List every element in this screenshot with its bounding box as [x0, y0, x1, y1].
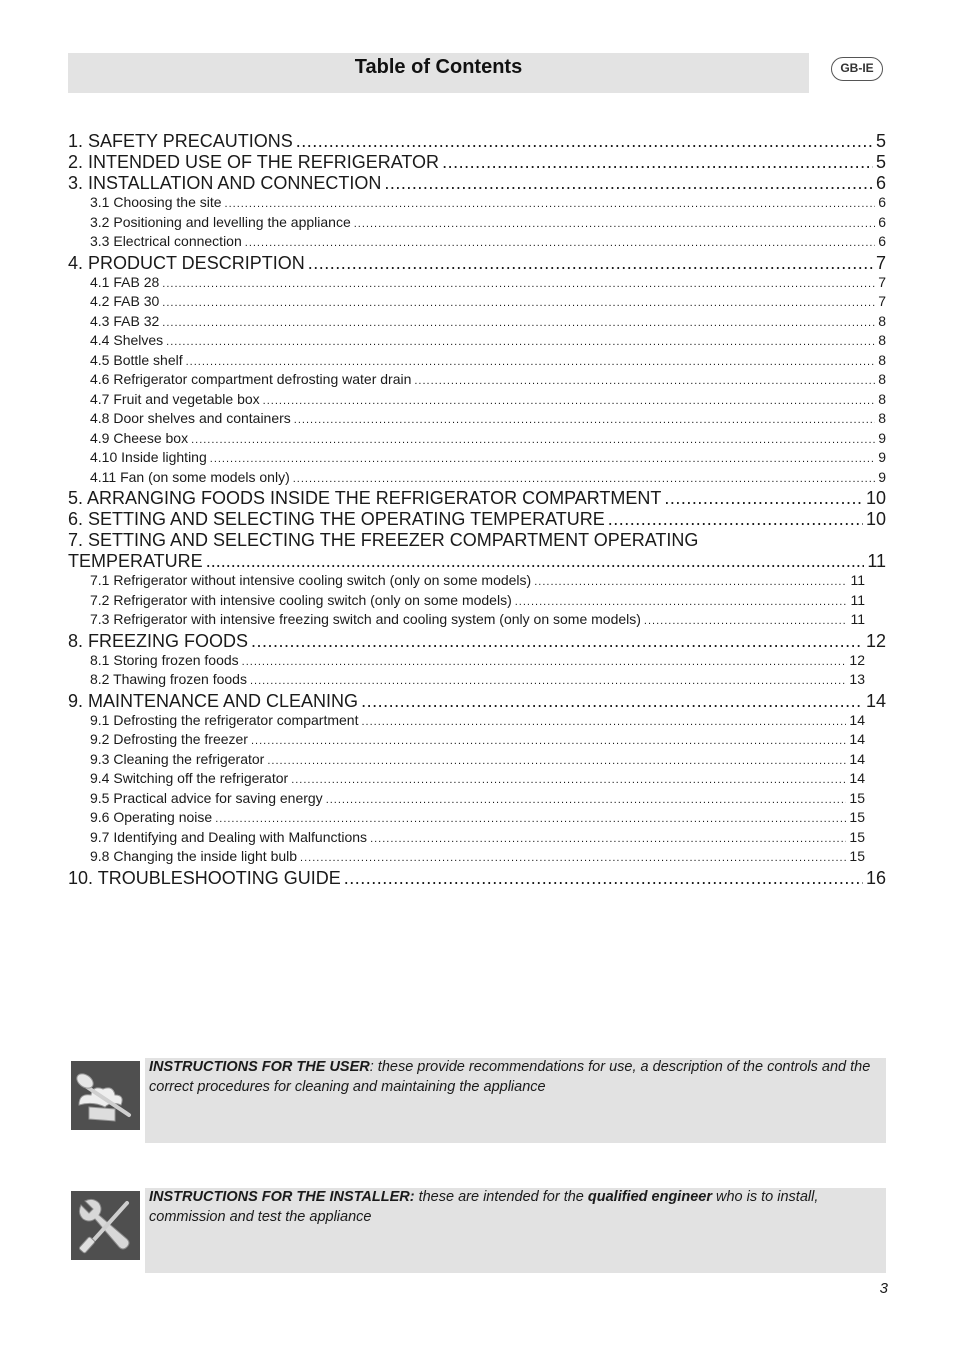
dot-leader — [296, 131, 873, 152]
toc-page: 12 — [849, 651, 865, 668]
toc-subentry[interactable] — [68, 371, 886, 391]
toc-label: 3.2 Positioning and levelling the appliance — [90, 213, 351, 230]
dot-leader — [242, 654, 847, 672]
toc-page: 6 — [875, 173, 886, 193]
toc-label: 10. TROUBLESHOOTING GUIDE — [68, 867, 341, 888]
toc-subentry[interactable] — [68, 469, 886, 489]
installer-note-emphasis: qualified engineer — [587, 1189, 712, 1205]
dot-leader — [245, 235, 875, 253]
toc-label: 7.1 Refrigerator without intensive cooling switch (only on some models) — [90, 572, 532, 588]
toc-label: 8. FREEZING FOODS — [68, 630, 249, 651]
toc-subentry[interactable] — [68, 449, 886, 469]
dot-leader — [361, 714, 846, 732]
toc-subentry[interactable] — [68, 790, 886, 810]
toc-page: 15 — [849, 848, 865, 864]
dot-leader — [294, 412, 875, 430]
toc-subentry[interactable] — [68, 848, 886, 868]
toc-subentry[interactable] — [68, 293, 886, 313]
toc-label: 4.1 FAB 28 — [90, 273, 160, 290]
dot-leader — [608, 509, 863, 530]
toc-page: 14 — [865, 690, 886, 711]
toc-entry[interactable] — [68, 488, 886, 509]
toc-page: 8 — [878, 351, 886, 368]
toc-label: 7.3 Refrigerator with intensive freezing switch and cooling system (only on some models) — [90, 611, 641, 627]
toc-label: 1. SAFETY PRECAUTIONS — [68, 131, 293, 151]
toc-subentry[interactable] — [68, 391, 886, 411]
toc-page: 11 — [850, 611, 865, 627]
page-title: Table of Contents — [354, 56, 523, 78]
toc-subentry[interactable] — [68, 332, 886, 352]
dot-leader — [300, 850, 846, 868]
dot-leader — [251, 733, 846, 751]
toc-page: 14 — [849, 731, 865, 747]
toc-page: 5 — [875, 152, 886, 172]
toc-subentry[interactable] — [68, 352, 886, 372]
dot-leader — [414, 373, 875, 391]
toc-label: 9.4 Switching off the refrigerator — [90, 770, 289, 786]
toc-page: 8 — [878, 332, 886, 348]
toc-entry[interactable] — [68, 131, 886, 152]
toc-page: 6 — [878, 194, 886, 210]
toc-page: 10 — [865, 488, 886, 508]
toc-label: 3.3 Electrical connection — [90, 233, 242, 249]
toc-label-line2: TEMPERATURE — [68, 551, 203, 571]
toc-page: 9 — [878, 449, 886, 465]
toc-entry[interactable] — [68, 868, 886, 889]
toc-page: 8 — [878, 371, 886, 387]
dot-leader — [162, 276, 875, 294]
toc-page: 15 — [849, 789, 865, 806]
dot-leader — [644, 613, 848, 631]
toc-page: 15 — [849, 809, 865, 825]
toc-label: 9.3 Cleaning the refrigerator — [90, 750, 265, 767]
toc-entry[interactable] — [68, 631, 886, 652]
toc-subentry[interactable] — [68, 410, 886, 430]
toc-page: 11 — [867, 551, 886, 571]
toc-label: 2. INTENDED USE OF THE REFRIGERATOR — [68, 152, 440, 172]
toc-page: 7 — [875, 252, 886, 273]
toc-subentry[interactable] — [68, 809, 886, 829]
installer-note-text-a: these are intended for the — [414, 1189, 588, 1205]
toc-page: 12 — [865, 630, 886, 651]
toc-label: 4.9 Cheese box — [90, 429, 189, 446]
toc-subentry[interactable] — [68, 731, 886, 751]
dot-leader — [515, 594, 848, 612]
dot-leader — [291, 772, 846, 790]
toc-label: 7.2 Refrigerator with intensive cooling switch (only on some models) — [90, 591, 512, 608]
dot-leader — [384, 173, 873, 194]
language-badge: GB-IE — [831, 57, 883, 81]
toc-entry[interactable] — [68, 253, 886, 274]
dot-leader — [326, 792, 847, 810]
header-bar — [68, 53, 809, 93]
toc-subentry[interactable] — [68, 313, 886, 333]
toc-subentry[interactable] — [68, 233, 886, 253]
toc-subentry[interactable] — [68, 829, 886, 849]
toc-subentry[interactable] — [68, 194, 886, 214]
user-note-heading: INSTRUCTIONS FOR THE USER — [149, 1059, 370, 1075]
toc-entry[interactable] — [68, 691, 886, 712]
toc-label: 9.2 Defrosting the freezer — [90, 731, 248, 747]
toc-entry[interactable] — [68, 509, 886, 530]
toc-label: 3.1 Choosing the site — [90, 194, 222, 210]
toc-label: 3. INSTALLATION AND CONNECTION — [68, 173, 382, 193]
dot-leader — [225, 196, 876, 214]
spoon-chef-hat-icon — [71, 1061, 140, 1130]
toc-page: 11 — [850, 572, 865, 588]
toc-label: 4.11 Fan (on some models only) — [90, 468, 290, 485]
toc-label: 4.4 Shelves — [90, 332, 164, 348]
dot-leader — [186, 354, 876, 372]
toc-page: 6 — [878, 233, 886, 249]
dot-leader — [534, 574, 847, 592]
dot-leader — [267, 753, 846, 771]
dot-leader — [344, 868, 863, 889]
toc-page: 16 — [865, 867, 886, 888]
toc-label: 6. SETTING AND SELECTING THE OPERATING TEMPERATURE — [68, 509, 605, 529]
toc-label: 9. MAINTENANCE AND CLEANING — [68, 690, 359, 711]
toc-entry[interactable] — [68, 173, 886, 194]
dot-leader — [354, 216, 875, 234]
toc-label: 9.5 Practical advice for saving energy — [90, 789, 323, 806]
toc-label: 4.2 FAB 30 — [90, 293, 160, 309]
dot-leader — [166, 334, 875, 352]
dot-leader — [370, 831, 846, 849]
dot-leader — [162, 295, 875, 313]
toc-page: 6 — [878, 213, 886, 230]
toc-label-line1: 7. SETTING AND SELECTING THE FREEZER COMPARTMENT OPERATING — [68, 530, 699, 550]
toc-page: 14 — [849, 770, 865, 786]
toc-subentry[interactable] — [68, 770, 886, 790]
toc-label: 9.1 Defrosting the refrigerator compartment — [90, 711, 359, 728]
toc-subentry[interactable] — [68, 592, 886, 612]
toc-page: 7 — [878, 273, 886, 290]
dot-leader — [664, 488, 863, 509]
toc-page: 7 — [878, 293, 886, 309]
toc-subentry[interactable] — [68, 712, 886, 732]
toc-entry-wrapped[interactable] — [68, 530, 886, 572]
toc-page: 10 — [865, 509, 886, 529]
dot-leader — [361, 691, 863, 712]
dot-leader — [191, 432, 875, 450]
toc-label: 4.5 Bottle shelf — [90, 351, 183, 368]
dot-leader — [442, 152, 873, 173]
wrench-screwdriver-icon — [71, 1191, 140, 1260]
dot-leader — [210, 451, 875, 469]
toc-label: 4.6 Refrigerator compartment defrosting water drain — [90, 371, 412, 387]
toc-label: 5. ARRANGING FOODS INSIDE THE REFRIGERATOR COMPARTMENT — [68, 488, 662, 508]
user-note-text: : these provide recommendations for use, a description of the controls and the correct procedures for cleaning and maintaining the appliance — [149, 1059, 871, 1095]
installer-instructions-note — [145, 1188, 886, 1273]
toc-page: 9 — [878, 468, 886, 485]
dot-leader — [293, 471, 875, 489]
toc-label: 4.10 Inside lighting — [90, 449, 207, 465]
installer-note-text-b: who is to install, commission and test the appliance — [149, 1189, 819, 1225]
toc-subentry[interactable] — [68, 430, 886, 450]
dot-leader — [250, 673, 846, 691]
toc-page: 8 — [878, 410, 886, 426]
toc-page: 5 — [875, 131, 886, 151]
toc-subentry[interactable] — [68, 671, 886, 691]
toc-page: 14 — [849, 711, 865, 728]
table-of-contents — [68, 131, 886, 889]
installer-note-heading: INSTRUCTIONS FOR THE INSTALLER: — [149, 1189, 415, 1205]
toc-subentry[interactable] — [68, 611, 886, 631]
toc-label: 4.7 Fruit and vegetable box — [90, 390, 260, 407]
dot-leader — [251, 631, 863, 652]
dot-leader — [215, 811, 846, 829]
page-number: 3 — [879, 1280, 888, 1297]
dot-leader — [263, 393, 876, 411]
toc-subentry[interactable] — [68, 572, 886, 592]
toc-label: 4.3 FAB 32 — [90, 312, 160, 329]
dot-leader — [162, 315, 875, 333]
toc-subentry[interactable] — [68, 214, 886, 234]
toc-page: 8 — [878, 390, 886, 407]
toc-subentry[interactable] — [68, 274, 886, 294]
toc-label: 8.2 Thawing frozen foods — [90, 671, 247, 687]
dot-leader — [308, 253, 873, 274]
toc-page: 11 — [850, 591, 865, 608]
user-instructions-note — [145, 1058, 886, 1143]
toc-page: 15 — [849, 828, 865, 845]
toc-entry[interactable] — [68, 152, 886, 173]
toc-page: 14 — [849, 750, 865, 767]
toc-page: 13 — [849, 671, 865, 687]
toc-label: 9.8 Changing the inside light bulb — [90, 848, 298, 864]
toc-page: 8 — [878, 312, 886, 329]
toc-label: 4. PRODUCT DESCRIPTION — [68, 252, 305, 273]
dot-leader — [206, 551, 865, 572]
toc-label: 8.1 Storing frozen foods — [90, 651, 239, 668]
toc-label: 9.7 Identifying and Dealing with Malfunctions — [90, 828, 368, 845]
toc-label: 9.6 Operating noise — [90, 809, 213, 825]
toc-label: 4.8 Door shelves and containers — [90, 410, 291, 426]
toc-subentry[interactable] — [68, 751, 886, 771]
toc-page: 9 — [878, 429, 886, 446]
toc-subentry[interactable] — [68, 652, 886, 672]
